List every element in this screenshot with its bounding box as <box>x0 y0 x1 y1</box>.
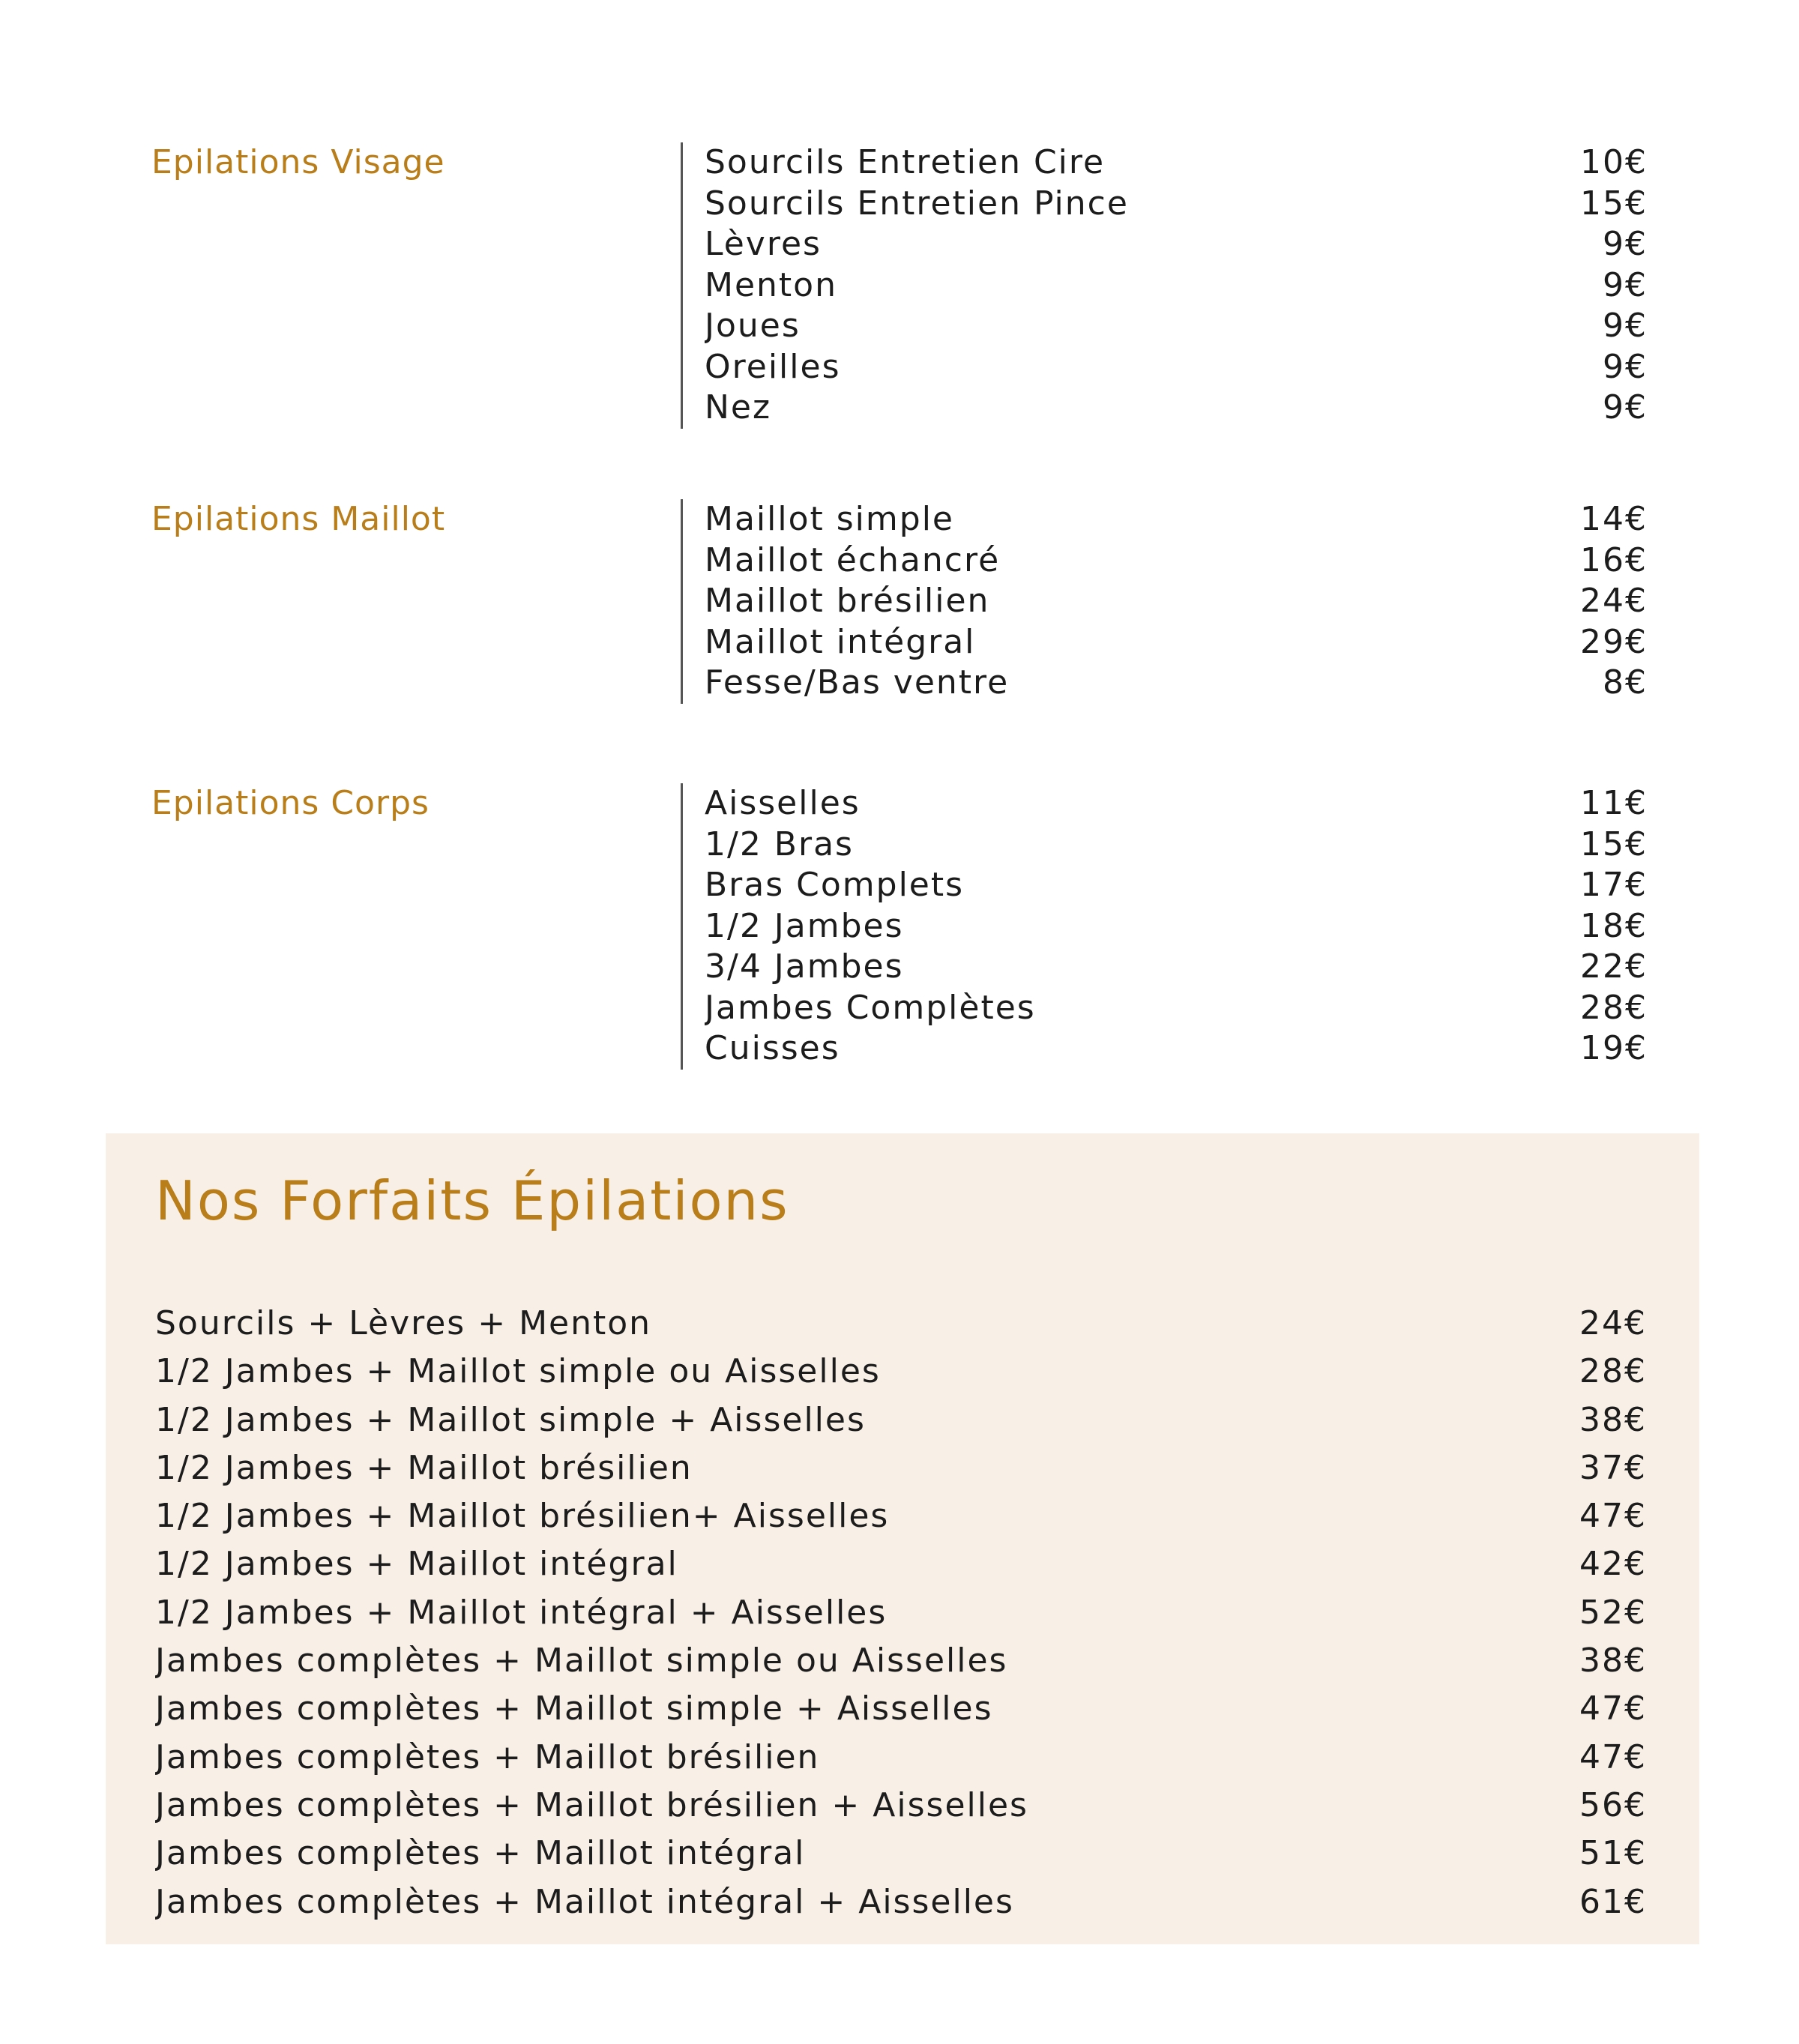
service-label: Cuisses <box>705 1029 840 1067</box>
forfait-label: Jambes complètes + Maillot brésilien + Aisselles <box>155 1785 1028 1824</box>
service-price: 9€ <box>1603 347 1648 386</box>
price-row <box>705 388 1648 429</box>
price-list <box>681 783 1648 1070</box>
forfait-row <box>155 1348 1647 1396</box>
price-row <box>705 224 1648 265</box>
forfait-label: 1/2 Jambes + Maillot simple ou Aisselles <box>155 1352 881 1391</box>
forfait-label: 1/2 Jambes + Maillot brésilien <box>155 1448 693 1487</box>
price-row <box>705 988 1648 1029</box>
service-label: Nez <box>705 388 772 426</box>
service-label: Sourcils Entretien Cire <box>705 143 1106 181</box>
service-price: 18€ <box>1580 906 1648 945</box>
forfait-row <box>155 1830 1647 1878</box>
service-price: 17€ <box>1580 866 1648 904</box>
service-label: Oreilles <box>705 347 841 386</box>
forfaits-box <box>106 1133 1699 1944</box>
service-label: Maillot simple <box>705 500 954 538</box>
service-price: 8€ <box>1603 663 1648 702</box>
service-label: Aisselles <box>705 784 861 822</box>
forfait-row <box>155 1444 1647 1492</box>
price-row <box>705 347 1648 388</box>
forfait-row <box>155 1540 1647 1588</box>
service-price: 14€ <box>1580 500 1648 538</box>
service-price: 15€ <box>1580 824 1648 863</box>
price-list <box>681 142 1648 429</box>
forfait-row <box>155 1878 1647 1926</box>
service-label: 1/2 Bras <box>705 824 854 863</box>
forfait-price: 47€ <box>1579 1737 1647 1776</box>
forfait-label: 1/2 Jambes + Maillot intégral + Aisselles <box>155 1593 888 1632</box>
forfait-row <box>155 1396 1647 1444</box>
price-row <box>705 184 1648 225</box>
forfait-price: 38€ <box>1579 1641 1647 1680</box>
forfait-price: 52€ <box>1579 1593 1647 1632</box>
forfait-row <box>155 1782 1647 1830</box>
forfait-price: 51€ <box>1579 1834 1647 1873</box>
price-row <box>705 783 1648 824</box>
service-price: 15€ <box>1580 184 1648 223</box>
forfait-label: 1/2 Jambes + Maillot simple + Aisselles <box>155 1400 866 1439</box>
section-title: Epilations Visage <box>151 143 445 181</box>
service-label: Bras Complets <box>705 866 965 904</box>
price-row <box>705 540 1648 582</box>
service-label: Jambes Complètes <box>705 988 1036 1027</box>
forfait-label: Jambes complètes + Maillot intégral + Aisselles <box>155 1882 1014 1921</box>
service-price: 24€ <box>1580 582 1648 620</box>
price-row <box>705 947 1648 988</box>
service-price: 22€ <box>1580 947 1648 986</box>
service-price: 19€ <box>1580 1029 1648 1067</box>
price-row <box>705 265 1648 307</box>
forfait-price: 47€ <box>1579 1497 1647 1536</box>
price-row <box>705 824 1648 866</box>
service-label: 1/2 Jambes <box>705 906 904 945</box>
service-label: Fesse/Bas ventre <box>705 663 1010 702</box>
forfait-price: 61€ <box>1579 1882 1647 1921</box>
forfait-row <box>155 1734 1647 1782</box>
forfait-label: 1/2 Jambes + Maillot intégral <box>155 1545 678 1584</box>
service-price: 9€ <box>1603 225 1648 263</box>
forfaits-title: Nos Forfaits Épilations <box>155 1169 789 1232</box>
price-row <box>705 581 1648 622</box>
forfaits-list <box>155 1300 1647 1926</box>
forfait-label: Jambes complètes + Maillot brésilien <box>155 1737 820 1776</box>
forfait-row <box>155 1589 1647 1637</box>
service-label: Lèvres <box>705 225 822 263</box>
price-row <box>705 306 1648 347</box>
service-label: Maillot brésilien <box>705 582 990 620</box>
forfait-price: 37€ <box>1579 1448 1647 1487</box>
service-price: 29€ <box>1580 622 1648 661</box>
forfait-row <box>155 1492 1647 1540</box>
forfait-price: 38€ <box>1579 1400 1647 1439</box>
price-row <box>705 865 1648 906</box>
price-row <box>705 499 1648 540</box>
service-label: Joues <box>705 307 801 345</box>
forfait-label: Jambes complètes + Maillot simple ou Aisselles <box>155 1641 1008 1680</box>
service-price: 9€ <box>1603 307 1648 345</box>
section-title: Epilations Maillot <box>151 500 446 538</box>
forfait-label: Jambes complètes + Maillot intégral <box>155 1834 806 1873</box>
service-price: 10€ <box>1580 143 1648 181</box>
forfait-label: Jambes complètes + Maillot simple + Aisselles <box>155 1689 993 1728</box>
forfait-row <box>155 1685 1647 1733</box>
service-label: Maillot intégral <box>705 622 976 661</box>
price-row <box>705 1028 1648 1070</box>
service-label: Maillot échancré <box>705 540 1001 579</box>
service-price: 9€ <box>1603 265 1648 304</box>
forfait-price: 56€ <box>1579 1785 1647 1824</box>
service-price: 9€ <box>1603 388 1648 426</box>
service-label: Menton <box>705 265 837 304</box>
service-price: 28€ <box>1580 988 1648 1027</box>
forfait-price: 47€ <box>1579 1689 1647 1728</box>
forfait-row <box>155 1637 1647 1685</box>
section-title: Epilations Corps <box>151 784 430 822</box>
forfait-price: 24€ <box>1579 1304 1647 1342</box>
forfait-row <box>155 1300 1647 1348</box>
forfait-price: 28€ <box>1579 1352 1647 1391</box>
forfait-label: Sourcils + Lèvres + Menton <box>155 1304 652 1342</box>
service-label: 3/4 Jambes <box>705 947 904 986</box>
price-row <box>705 663 1648 704</box>
service-price: 16€ <box>1580 540 1648 579</box>
price-row <box>705 622 1648 663</box>
price-row <box>705 142 1648 184</box>
price-list <box>681 499 1648 704</box>
service-label: Sourcils Entretien Pince <box>705 184 1129 223</box>
price-row <box>705 906 1648 947</box>
forfait-price: 42€ <box>1579 1545 1647 1584</box>
service-price: 11€ <box>1580 784 1648 822</box>
forfait-label: 1/2 Jambes + Maillot brésilien+ Aisselles <box>155 1497 890 1536</box>
